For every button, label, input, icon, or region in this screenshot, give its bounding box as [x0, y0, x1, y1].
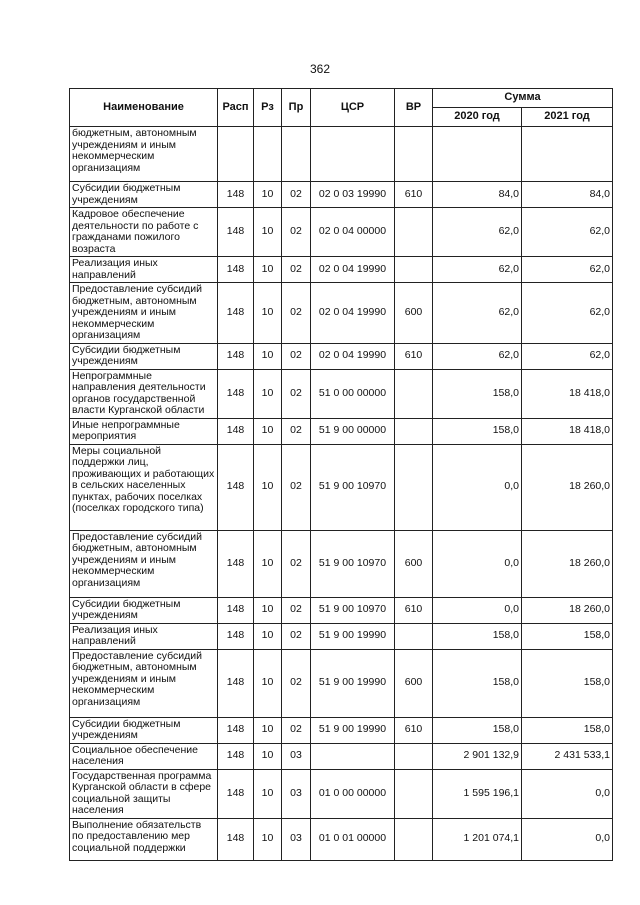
row-sum-2020-cell: [433, 127, 522, 182]
table-row: [70, 597, 613, 623]
row-sum-2021-cell: 18 418,0: [522, 369, 613, 418]
row-sum-2021-cell: 158,0: [522, 649, 613, 717]
row-rz-cell: 10: [254, 369, 282, 418]
row-rz-cell: 10: [254, 818, 282, 860]
row-rasp-cell: 148: [218, 530, 254, 597]
row-vr-cell: 600: [395, 283, 433, 344]
row-sum-2020-cell: 62,0: [433, 343, 522, 369]
row-rz-cell: 10: [254, 623, 282, 649]
header-year-2021: 2021 год: [522, 108, 613, 127]
row-vr-cell: [395, 743, 433, 769]
header-year-2020: 2020 год: [433, 108, 522, 127]
row-rz-cell: 10: [254, 743, 282, 769]
row-sum-2020-cell: 158,0: [433, 418, 522, 444]
row-name-cell: Предоставление субсидий бюджетным, автономным учреждениям и иным некоммерческим организациям: [70, 283, 218, 344]
row-vr-cell: [395, 418, 433, 444]
budget-table: [69, 88, 613, 861]
row-csr-cell: 51 0 00 00000: [311, 369, 395, 418]
row-sum-2021-cell: 2 431 533,1: [522, 743, 613, 769]
row-rasp-cell: 148: [218, 649, 254, 717]
row-rz-cell: 10: [254, 418, 282, 444]
row-name-cell: Субсидии бюджетным учреждениям: [70, 717, 218, 743]
row-vr-cell: 610: [395, 182, 433, 208]
header-pr: Пр: [282, 89, 311, 127]
header-csr: ЦСР: [311, 89, 395, 127]
table-row: [70, 818, 613, 860]
row-sum-2021-cell: 84,0: [522, 182, 613, 208]
row-vr-cell: [395, 127, 433, 182]
row-name-cell: Реализация иных направлений: [70, 623, 218, 649]
row-sum-2021-cell: 158,0: [522, 717, 613, 743]
row-sum-2020-cell: 62,0: [433, 208, 522, 257]
row-vr-cell: 610: [395, 717, 433, 743]
row-sum-2021-cell: 18 260,0: [522, 530, 613, 597]
row-rasp-cell: 148: [218, 283, 254, 344]
row-rasp-cell: 148: [218, 257, 254, 283]
row-rz-cell: 10: [254, 343, 282, 369]
row-pr-cell: 02: [282, 283, 311, 344]
row-sum-2021-cell: 18 260,0: [522, 597, 613, 623]
row-sum-2020-cell: 62,0: [433, 283, 522, 344]
table-row: [70, 444, 613, 530]
row-csr-cell: [311, 127, 395, 182]
row-pr-cell: 03: [282, 743, 311, 769]
header-vr: ВР: [395, 89, 433, 127]
row-csr-cell: 02 0 04 19990: [311, 343, 395, 369]
row-rasp-cell: 148: [218, 208, 254, 257]
row-vr-cell: 600: [395, 530, 433, 597]
page-number: 362: [309, 62, 331, 76]
header-sum: Сумма: [433, 89, 613, 108]
row-name-cell: Социальное обеспечение населения: [70, 743, 218, 769]
table-row: [70, 369, 613, 418]
row-name-cell: Субсидии бюджетным учреждениям: [70, 343, 218, 369]
row-pr-cell: 02: [282, 717, 311, 743]
row-sum-2020-cell: 0,0: [433, 597, 522, 623]
table-body: [70, 127, 613, 861]
row-pr-cell: [282, 127, 311, 182]
row-sum-2021-cell: 62,0: [522, 283, 613, 344]
header-name: Наименование: [70, 89, 218, 127]
row-vr-cell: 610: [395, 597, 433, 623]
row-rz-cell: 10: [254, 444, 282, 530]
row-sum-2021-cell: 158,0: [522, 623, 613, 649]
header-rasp: Расп: [218, 89, 254, 127]
row-rasp-cell: 148: [218, 182, 254, 208]
row-pr-cell: 02: [282, 208, 311, 257]
row-pr-cell: 02: [282, 257, 311, 283]
row-csr-cell: 51 9 00 00000: [311, 418, 395, 444]
row-name-cell: Меры социальной поддержки лиц, проживающих и работающих в сельских населенных пунктах, рабочих поселках (поселках городского типа): [70, 444, 218, 530]
row-name-cell: Непрограммные направления деятельности органов государственной власти Курганской области: [70, 369, 218, 418]
row-rasp-cell: 148: [218, 444, 254, 530]
row-pr-cell: 02: [282, 530, 311, 597]
row-rasp-cell: 148: [218, 343, 254, 369]
row-vr-cell: [395, 769, 433, 818]
row-rz-cell: 10: [254, 257, 282, 283]
row-rasp-cell: 148: [218, 418, 254, 444]
row-sum-2020-cell: 1 201 074,1: [433, 818, 522, 860]
row-csr-cell: 02 0 04 19990: [311, 283, 395, 344]
row-rz-cell: 10: [254, 717, 282, 743]
row-pr-cell: 02: [282, 649, 311, 717]
row-vr-cell: [395, 623, 433, 649]
table-row: [70, 127, 613, 182]
row-csr-cell: 51 9 00 10970: [311, 530, 395, 597]
row-pr-cell: 02: [282, 597, 311, 623]
row-csr-cell: 01 0 00 00000: [311, 769, 395, 818]
row-sum-2021-cell: [522, 127, 613, 182]
row-rasp-cell: 148: [218, 769, 254, 818]
row-name-cell: Государственная программа Курганской области в сфере социальной защиты населения: [70, 769, 218, 818]
row-rasp-cell: 148: [218, 623, 254, 649]
row-rz-cell: 10: [254, 769, 282, 818]
row-sum-2020-cell: 158,0: [433, 717, 522, 743]
row-name-cell: Предоставление субсидий бюджетным, автономным учреждениям и иным некоммерческим организациям: [70, 649, 218, 717]
row-vr-cell: [395, 818, 433, 860]
row-sum-2021-cell: 62,0: [522, 257, 613, 283]
row-vr-cell: 600: [395, 649, 433, 717]
row-csr-cell: 01 0 01 00000: [311, 818, 395, 860]
row-name-cell: Субсидии бюджетным учреждениям: [70, 597, 218, 623]
row-name-cell: Субсидии бюджетным учреждениям: [70, 182, 218, 208]
row-csr-cell: 51 9 00 10970: [311, 444, 395, 530]
row-rasp-cell: 148: [218, 818, 254, 860]
row-name-cell: Иные непрограммные мероприятия: [70, 418, 218, 444]
row-rz-cell: [254, 127, 282, 182]
row-vr-cell: 610: [395, 343, 433, 369]
row-sum-2020-cell: 158,0: [433, 623, 522, 649]
row-rz-cell: 10: [254, 649, 282, 717]
row-rasp-cell: 148: [218, 597, 254, 623]
row-rasp-cell: 148: [218, 717, 254, 743]
row-sum-2020-cell: 158,0: [433, 369, 522, 418]
row-sum-2021-cell: 0,0: [522, 769, 613, 818]
row-pr-cell: 03: [282, 818, 311, 860]
row-sum-2021-cell: 18 260,0: [522, 444, 613, 530]
row-name-cell: Выполнение обязательств по предоставлению мер социальной поддержки: [70, 818, 218, 860]
row-vr-cell: [395, 257, 433, 283]
table-row: [70, 208, 613, 257]
table-row: [70, 182, 613, 208]
row-rz-cell: 10: [254, 182, 282, 208]
row-name-cell: Предоставление субсидий бюджетным, автономным учреждениям и иным некоммерческим организациям: [70, 530, 218, 597]
row-pr-cell: 03: [282, 769, 311, 818]
row-pr-cell: 02: [282, 418, 311, 444]
row-rz-cell: 10: [254, 597, 282, 623]
table-row: [70, 283, 613, 344]
row-sum-2020-cell: 1 595 196,1: [433, 769, 522, 818]
row-sum-2021-cell: 18 418,0: [522, 418, 613, 444]
table-header: [70, 89, 613, 127]
row-rz-cell: 10: [254, 283, 282, 344]
row-csr-cell: 51 9 00 10970: [311, 597, 395, 623]
row-pr-cell: 02: [282, 623, 311, 649]
row-csr-cell: 51 9 00 19990: [311, 649, 395, 717]
row-name-cell: Кадровое обеспечение деятельности по работе с гражданами пожилого возраста: [70, 208, 218, 257]
row-sum-2020-cell: 62,0: [433, 257, 522, 283]
row-sum-2020-cell: 84,0: [433, 182, 522, 208]
row-sum-2021-cell: 0,0: [522, 818, 613, 860]
row-rasp-cell: 148: [218, 369, 254, 418]
row-sum-2020-cell: 2 901 132,9: [433, 743, 522, 769]
table-row: [70, 257, 613, 283]
row-csr-cell: 02 0 03 19990: [311, 182, 395, 208]
table-row: [70, 769, 613, 818]
row-name-cell: бюджетным, автономным учреждениям и иным некоммерческим организациям: [70, 127, 218, 182]
row-vr-cell: [395, 369, 433, 418]
row-csr-cell: 51 9 00 19990: [311, 623, 395, 649]
row-pr-cell: 02: [282, 182, 311, 208]
table-row: [70, 418, 613, 444]
row-rasp-cell: [218, 127, 254, 182]
row-csr-cell: 02 0 04 00000: [311, 208, 395, 257]
row-rz-cell: 10: [254, 208, 282, 257]
row-sum-2020-cell: 0,0: [433, 444, 522, 530]
table-row: [70, 649, 613, 717]
table-row: [70, 343, 613, 369]
row-vr-cell: [395, 444, 433, 530]
row-name-cell: Реализация иных направлений: [70, 257, 218, 283]
table-row: [70, 530, 613, 597]
table-row: [70, 743, 613, 769]
row-sum-2021-cell: 62,0: [522, 343, 613, 369]
row-sum-2020-cell: 0,0: [433, 530, 522, 597]
row-pr-cell: 02: [282, 343, 311, 369]
row-pr-cell: 02: [282, 369, 311, 418]
row-rz-cell: 10: [254, 530, 282, 597]
row-pr-cell: 02: [282, 444, 311, 530]
table-row: [70, 717, 613, 743]
row-vr-cell: [395, 208, 433, 257]
row-sum-2021-cell: 62,0: [522, 208, 613, 257]
row-csr-cell: [311, 743, 395, 769]
header-rz: Рз: [254, 89, 282, 127]
table-row: [70, 623, 613, 649]
row-rasp-cell: 148: [218, 743, 254, 769]
row-csr-cell: 02 0 04 19990: [311, 257, 395, 283]
row-csr-cell: 51 9 00 19990: [311, 717, 395, 743]
row-sum-2020-cell: 158,0: [433, 649, 522, 717]
